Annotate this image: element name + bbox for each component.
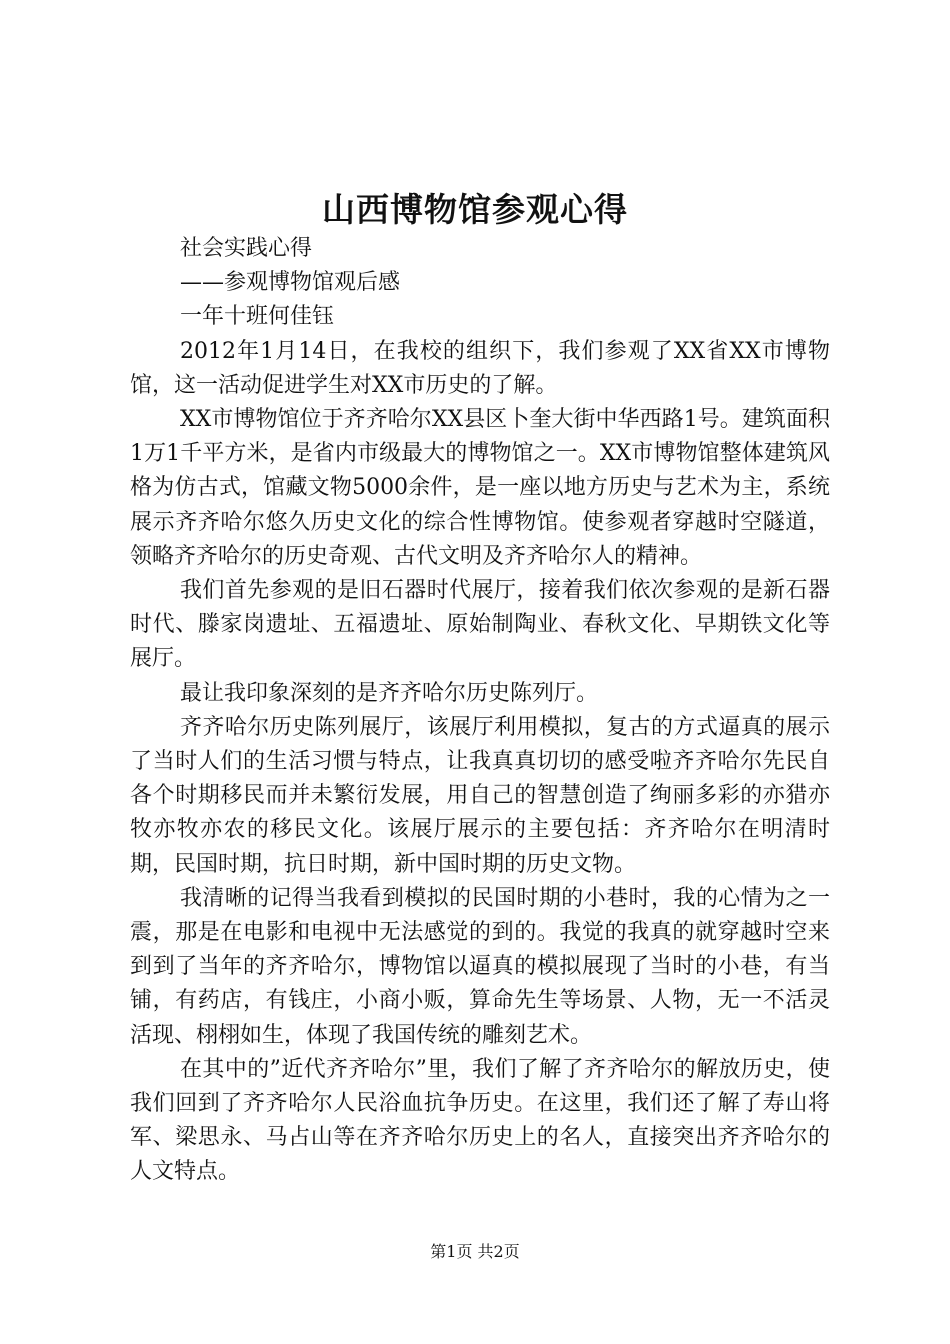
paragraph: 我清晰的记得当我看到模拟的民国时期的小巷时，我的心情为之一震，那是在电影和电视中无法感觉的到的。我觉的我真的就穿越时空来到到了当年的齐齐哈尔，博物馆以逼真的模拟展现了当时的小巷，有当铺，有药店，有钱庄，小商小贩，算命先生等场景、人物，无一不活灵活现、栩栩如生，体现了我国传统的雕刻艺术。: [130, 885, 830, 1048]
page-number-footer: 第1页 共2页: [430, 1242, 520, 1261]
paragraph: 在其中的”近代齐齐哈尔”里，我们了解了齐齐哈尔的解放历史，使我们回到了齐齐哈尔人民浴血抗争历史。在这里，我们还了解了寿山将军、梁思永、马占山等在齐齐哈尔历史上的名人，直接突出齐齐哈尔的人文特点。: [130, 1056, 830, 1185]
paragraph: 一年十班何佳钰: [180, 304, 335, 330]
paragraph: 最让我印象深刻的是齐齐哈尔历史陈列厅。: [180, 680, 599, 706]
paragraph: 齐齐哈尔历史陈列展厅，该展厅利用模拟，复古的方式逼真的展示了当时人们的生活习惯与特点，让我真真切切的感受啦齐齐哈尔先民自各个时期移民而并未繁衍发展，用自己的智慧创造了绚丽多彩的亦猎亦牧亦牧亦农的移民文化。该展厅展示的主要包括：齐齐哈尔在明清时期，民国时期，抗日时期，新中国时期的历史文物。: [130, 714, 830, 877]
paragraph: 社会实践心得: [180, 236, 313, 261]
paragraph: 2012年1月14日，在我校的组织下，我们参观了XX省XX市博物馆，这一活动促进学生对XX市历史的了解。: [130, 338, 830, 398]
paragraph: XX市博物馆位于齐齐哈尔XX县区卜奎大街中华西路1号。建筑面积1万1千平方米，是省内市级最大的博物馆之一。XX市博物馆整体建筑风格为仿古式，馆藏文物5000余件，是一座以地方历史与艺术为主，系统展示齐齐哈尔悠久历史文化的综合性博物馆。使参观者穿越时空隧道，领略齐齐哈尔的历史奇观、古代文明及齐齐哈尔人的精神。: [130, 407, 830, 569]
document-title: 山西博物馆参观心得: [322, 190, 628, 229]
document-body: [130, 232, 830, 1190]
paragraph: 我们首先参观的是旧石器时代展厅，接着我们依次参观的是新石器时代、滕家岗遗址、五福遗址、原始制陶业、春秋文化、早期铁文化等展厅。: [130, 578, 830, 672]
paragraph: ——参观博物馆观后感: [180, 270, 401, 296]
